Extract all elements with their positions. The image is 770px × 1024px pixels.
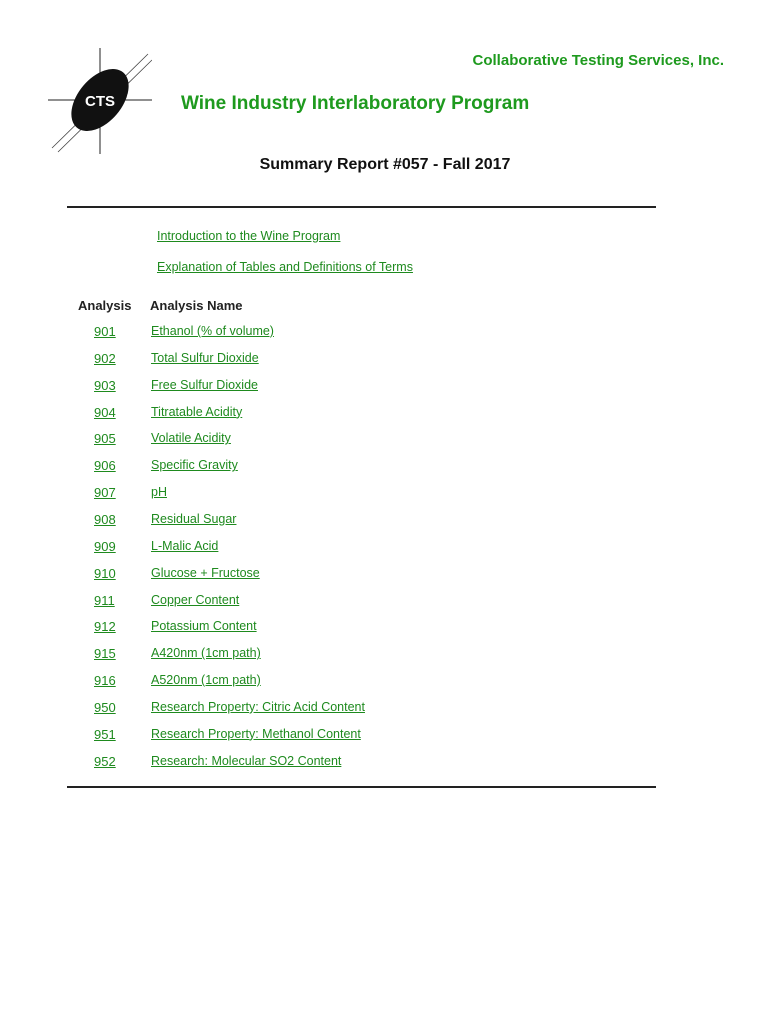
logo-text: CTS — [85, 93, 115, 110]
intro-link[interactable]: Introduction to the Wine Program — [157, 229, 341, 243]
analysis-number-link[interactable]: 911 — [94, 592, 115, 608]
table-row — [0, 593, 770, 613]
top-divider — [67, 206, 656, 208]
cts-logo — [48, 48, 152, 154]
bottom-divider — [67, 786, 656, 788]
table-row — [0, 566, 770, 586]
analysis-number-link[interactable]: 904 — [94, 404, 116, 420]
table-row — [0, 405, 770, 425]
analysis-number-link[interactable]: 912 — [94, 619, 116, 635]
analysis-name-link[interactable]: Ethanol (% of volume) — [151, 324, 274, 338]
analysis-name-link[interactable]: Residual Sugar — [151, 511, 237, 526]
definitions-link[interactable]: Explanation of Tables and Definitions of Terms — [157, 260, 413, 274]
table-row — [0, 700, 770, 720]
company-name: Collaborative Testing Services, Inc. — [472, 52, 724, 69]
analysis-name-link[interactable]: L-Malic Acid — [151, 538, 219, 553]
analysis-number-link[interactable]: 903 — [94, 377, 116, 393]
analysis-name-link[interactable]: Free Sulfur Dioxide — [151, 377, 258, 392]
analysis-name-link[interactable]: pH — [151, 485, 167, 500]
report-title: Summary Report #057 - Fall 2017 — [259, 156, 511, 173]
table-row — [0, 324, 770, 344]
analysis-number-link[interactable]: 906 — [94, 458, 116, 474]
analysis-number-link[interactable]: 916 — [94, 673, 116, 689]
analysis-number-link[interactable]: 907 — [94, 485, 116, 501]
column-header-analysis: Analysis — [78, 298, 132, 313]
table-row — [0, 512, 770, 532]
analysis-number-link[interactable]: 950 — [94, 699, 116, 715]
analysis-name-link[interactable]: Research Property: Citric Acid Content — [151, 699, 365, 714]
table-row — [0, 378, 770, 398]
analysis-number-link[interactable]: 910 — [94, 565, 116, 581]
table-row — [0, 485, 770, 505]
analysis-number-link[interactable]: 902 — [94, 350, 116, 366]
analysis-number-link[interactable]: 908 — [94, 511, 116, 527]
analysis-name-link[interactable]: Specific Gravity — [151, 458, 238, 473]
column-header-analysis-name: Analysis Name — [150, 298, 243, 313]
analysis-name-link[interactable]: Research: Molecular SO2 Content — [151, 753, 342, 768]
analysis-name-link[interactable]: Total Sulfur Dioxide — [151, 350, 259, 365]
table-row — [0, 754, 770, 774]
analysis-number-link[interactable]: 952 — [94, 753, 116, 769]
table-row — [0, 619, 770, 639]
analysis-number-link[interactable]: 901 — [94, 324, 116, 339]
table-row — [0, 646, 770, 666]
analysis-name-link[interactable]: Titratable Acidity — [151, 404, 243, 419]
analysis-name-link[interactable]: Potassium Content — [151, 619, 257, 634]
analysis-name-link[interactable]: A420nm (1cm path) — [151, 646, 261, 661]
analysis-number-link[interactable]: 909 — [94, 538, 116, 554]
table-row — [0, 431, 770, 451]
analysis-number-link[interactable]: 915 — [94, 646, 116, 662]
analysis-number-link[interactable]: 951 — [94, 726, 116, 742]
program-title: Wine Industry Interlaboratory Program — [181, 93, 530, 114]
analysis-name-link[interactable]: A520nm (1cm path) — [151, 673, 261, 688]
analysis-name-link[interactable]: Volatile Acidity — [151, 431, 231, 446]
table-row — [0, 351, 770, 371]
analysis-number-link[interactable]: 905 — [94, 431, 116, 447]
table-row — [0, 673, 770, 693]
table-row — [0, 727, 770, 747]
analysis-name-link[interactable]: Research Property: Methanol Content — [151, 726, 361, 741]
analysis-name-link[interactable]: Copper Content — [151, 592, 240, 607]
table-row — [0, 539, 770, 559]
analysis-name-link[interactable]: Glucose + Fructose — [151, 565, 260, 580]
table-row — [0, 458, 770, 478]
